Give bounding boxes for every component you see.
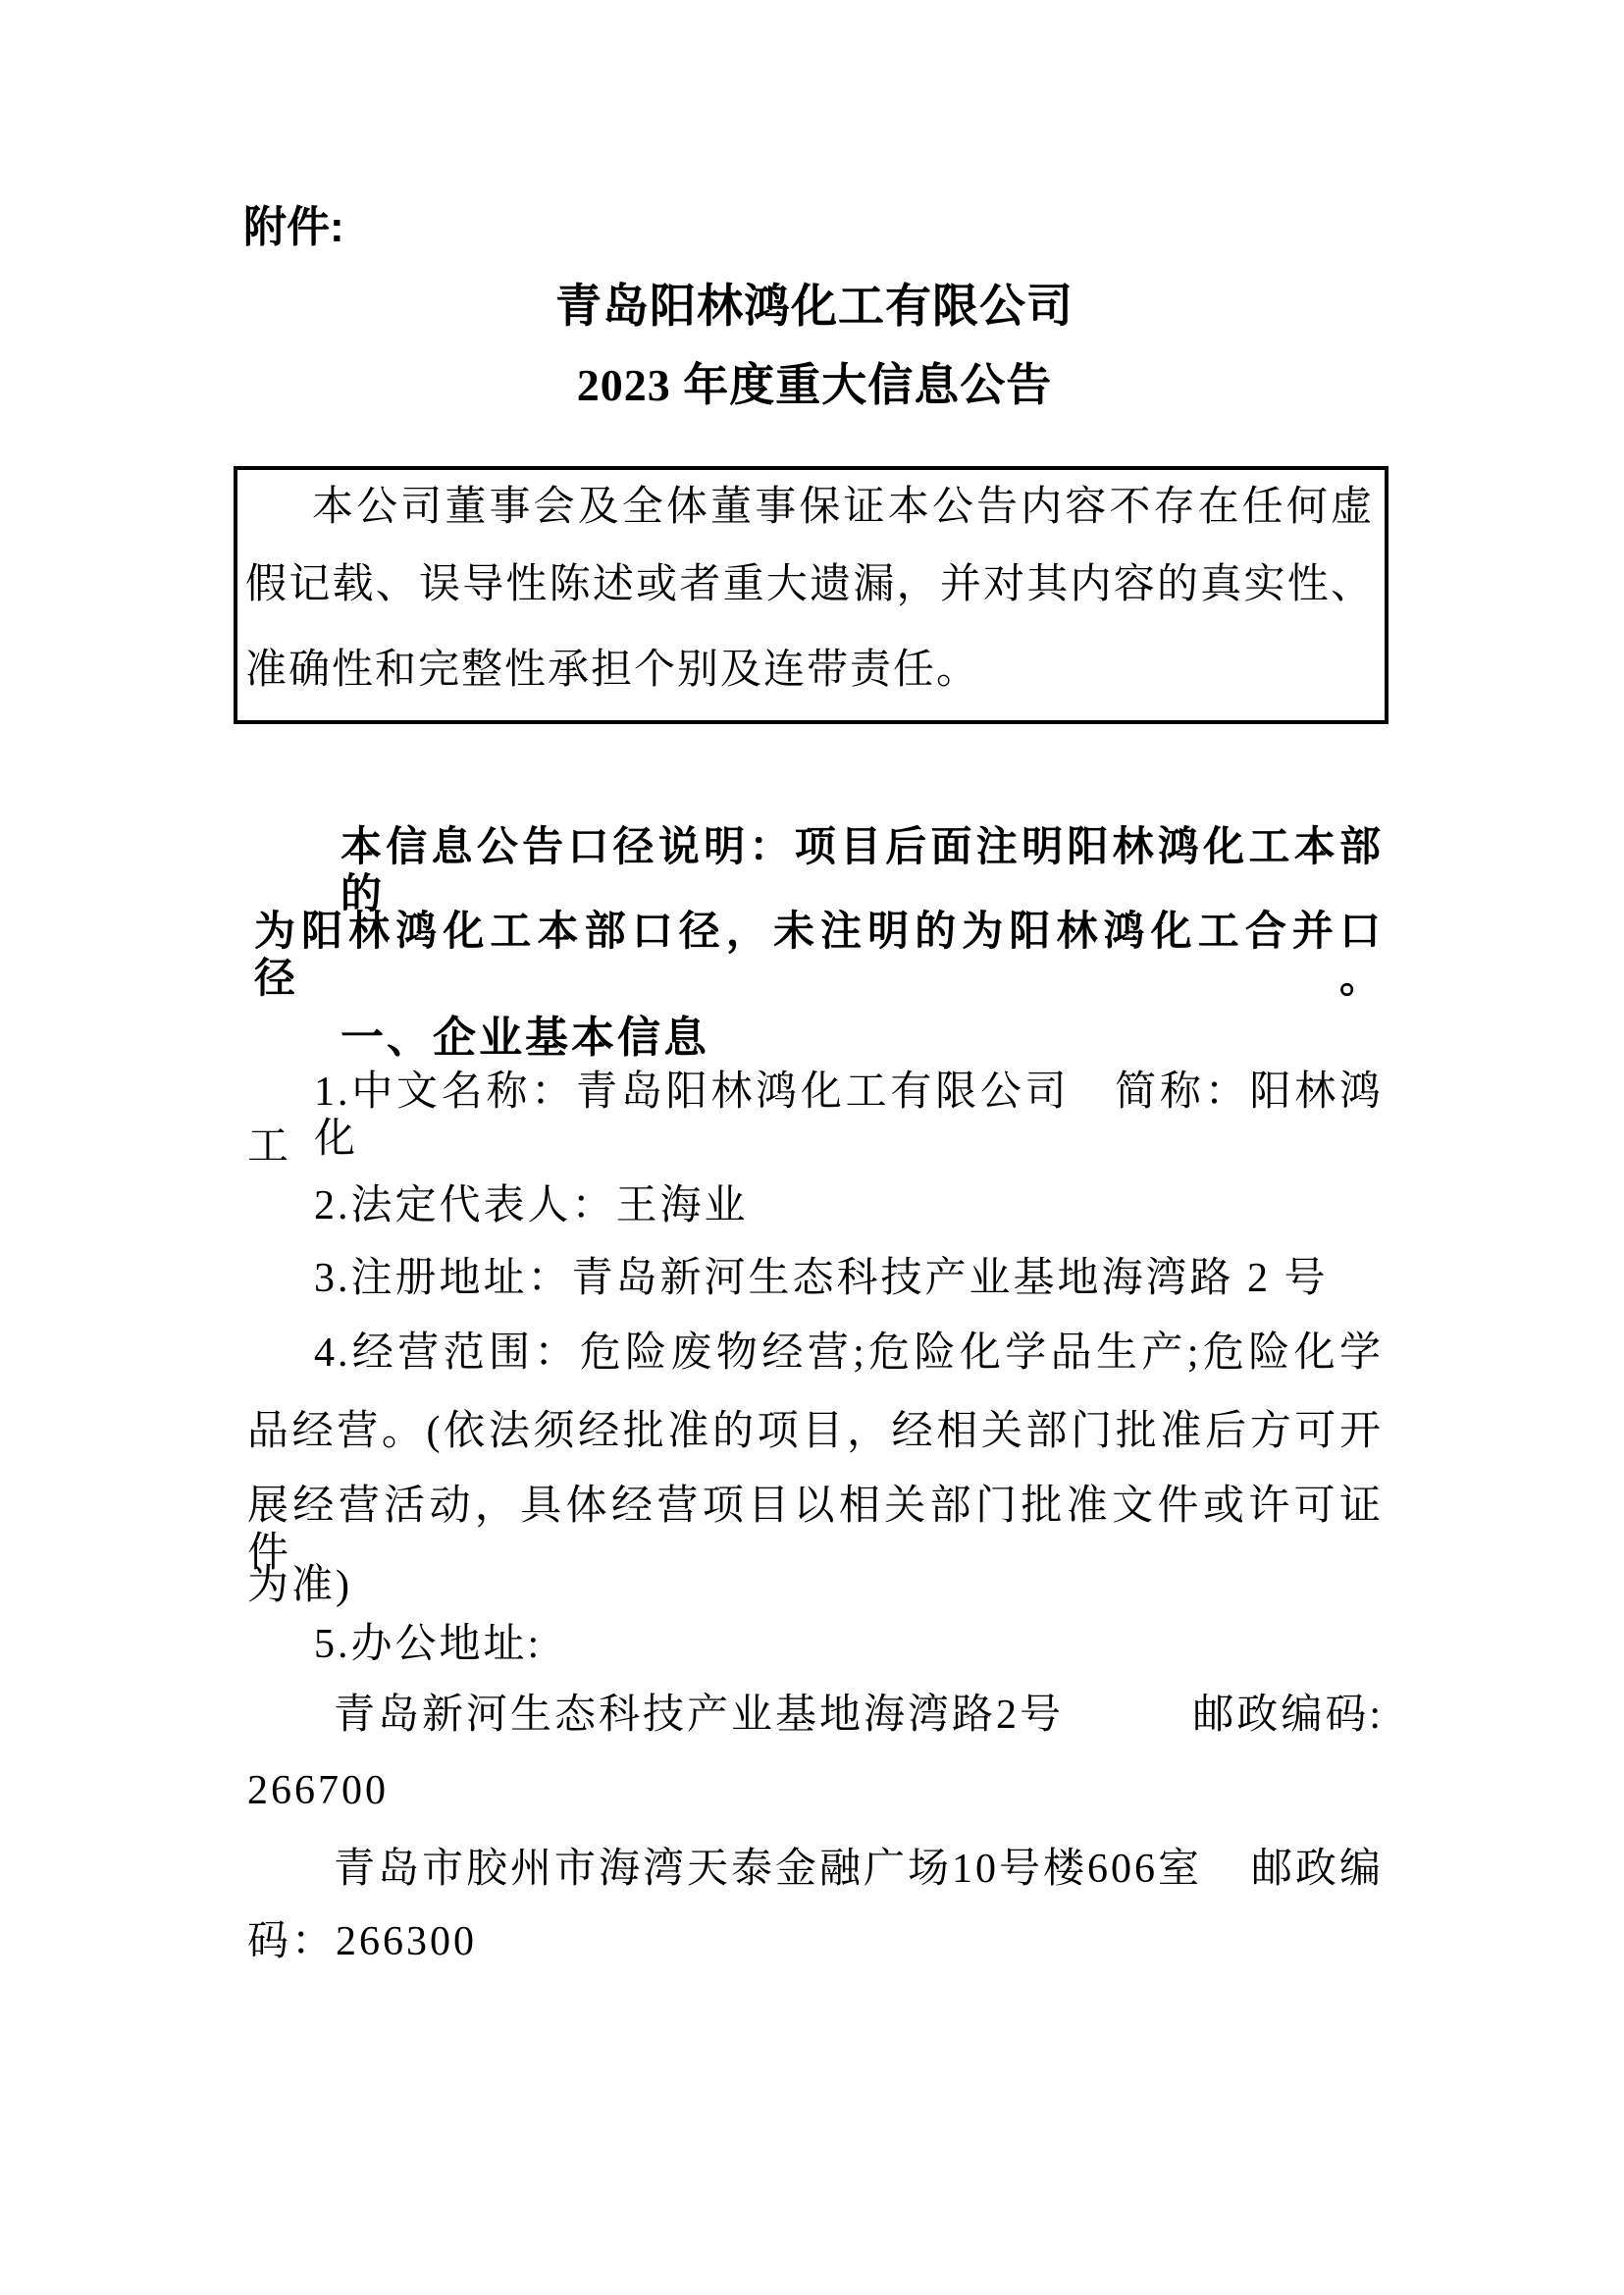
- office2-zip-label-part: 邮政编: [1250, 1847, 1384, 1892]
- item4-business-scope-line1: 4.经营范围：危险废物经营;危险化学品生产;危险化学: [314, 1330, 1384, 1376]
- office1-address-line: [334, 1692, 1384, 1739]
- office1-address: 青岛新河生态科技产业基地海湾路2号: [334, 1693, 1065, 1738]
- office2-address: 青岛市胶州市海湾天泰金融广场10号楼606室: [334, 1847, 1203, 1892]
- item2-legal-representative: 2.法定代表人：王海业: [314, 1183, 749, 1228]
- attachment-label: 附件:: [243, 203, 344, 251]
- section-heading-basic-info: 一、企业基本信息: [341, 1014, 709, 1062]
- office2-address-line: [334, 1846, 1384, 1893]
- office1-zip-value: 266700: [247, 1768, 389, 1813]
- office2-zip-wrap-line: 码：266300: [247, 1919, 478, 1964]
- disclaimer-line-3: 准确性和完整性承担个别及连带责任。: [245, 648, 980, 693]
- item5-office-address-label: 5.办公地址:: [314, 1622, 543, 1667]
- scope-note-line-2: 为阳林鸿化工本部口径，未注明的为阳林鸿化工合并口径。: [254, 910, 1384, 1003]
- scope-note-line-1: 本信息公告口径说明：项目后面注明阳林鸿化工本部的: [341, 825, 1384, 918]
- item4-business-scope-line2: 品经营。(依法须经批准的项目，经相关部门批准后方可开: [247, 1409, 1384, 1454]
- doc-title: 青岛阳林鸿化工有限公司: [555, 282, 1074, 333]
- item4-business-scope-line3: 展经营活动，具体经营项目以相关部门批准文件或许可证件: [247, 1484, 1384, 1577]
- doc-subtitle: 2023 年度重大信息公告: [576, 360, 1053, 410]
- item1-chinese-name-line2: 工: [247, 1124, 292, 1170]
- disclaimer-line-1: 本公司董事会及全体董事保证本公告内容不存在任何虚: [312, 485, 1374, 530]
- disclaimer-line-2: 假记载、误导性陈述或者重大遗漏，并对其内容的真实性、: [245, 562, 1374, 607]
- item1-chinese-name-line1: 1.中文名称：青岛阳林鸿化工有限公司 简称：阳林鸿化: [314, 1069, 1384, 1163]
- item3-registered-address: 3.注册地址：青岛新河生态科技产业基地海湾路 2 号: [314, 1256, 1329, 1301]
- office1-zip-label: 邮政编码:: [1192, 1693, 1384, 1738]
- item4-business-scope-line4: 为准): [247, 1563, 352, 1608]
